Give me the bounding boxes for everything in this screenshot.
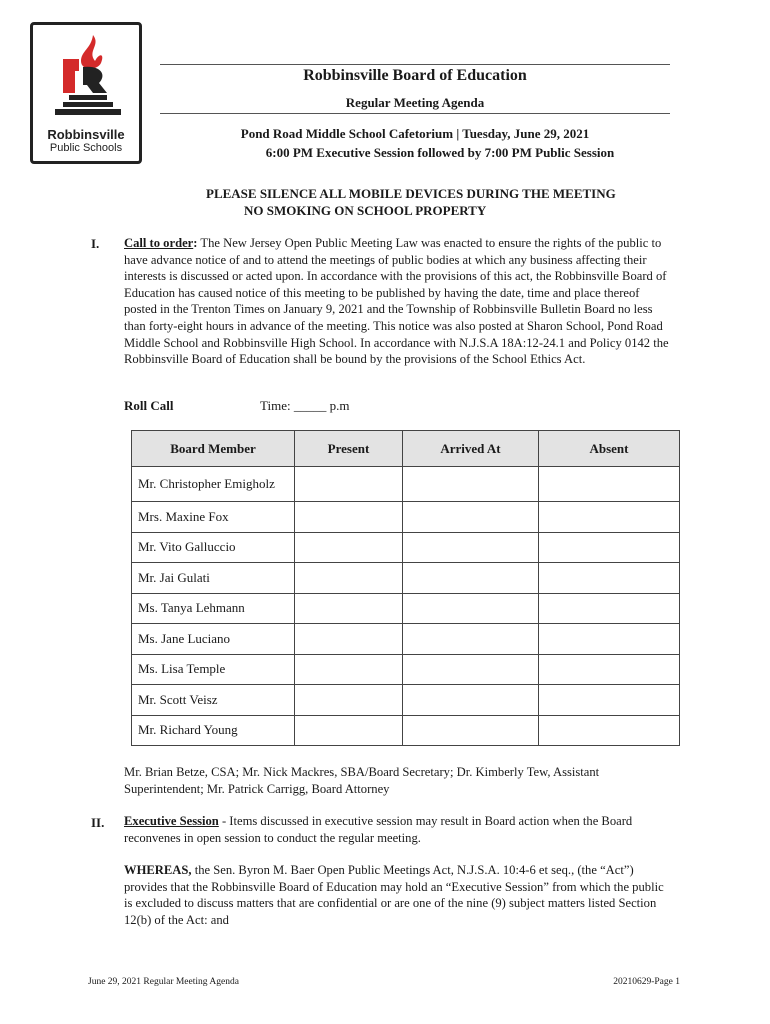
roll-call-time: Time: _____ p.m bbox=[260, 398, 350, 413]
meeting-location: Pond Road Middle School Cafetorium | Tuesday, June 29, 2021 bbox=[240, 126, 590, 141]
table-row bbox=[132, 654, 680, 685]
present-cell bbox=[295, 502, 403, 533]
logo-name: Robbinsville bbox=[47, 127, 125, 142]
table-row bbox=[132, 502, 680, 533]
table-row bbox=[132, 532, 680, 563]
section-1-number: I. bbox=[91, 236, 100, 251]
attendance-table bbox=[131, 430, 680, 746]
table-row bbox=[132, 593, 680, 624]
document-title: Robbinsville Board of Education bbox=[303, 67, 527, 84]
absent-cell bbox=[539, 467, 680, 502]
column-header: Absent bbox=[539, 431, 680, 467]
arrived-cell bbox=[403, 624, 539, 655]
board-member-name: Mrs. Maxine Fox bbox=[132, 502, 295, 533]
logo-subname: Public Schools bbox=[49, 142, 123, 154]
whereas-text: the Sen. Byron M. Baer Open Public Meetings Act, N.J.S.A. 10:4-6 et seq., (the “Act”) provides that the Robbinsville Board of Education may hold an “Executive Session” from which the public is excluded to discuss matters that are confidential or are one of the nine (9) subject matters listed Section 12(b) of the Act: and bbox=[124, 863, 664, 927]
absent-cell bbox=[539, 532, 680, 563]
whereas-paragraph bbox=[124, 862, 669, 928]
table-row bbox=[132, 685, 680, 716]
section-1-heading: Call to order bbox=[124, 236, 194, 250]
present-cell bbox=[295, 563, 403, 594]
roll-call-label: Roll Call bbox=[124, 398, 174, 413]
administrators-present: Mr. Brian Betze, CSA; Mr. Nick Mackres, SBA/Board Secretary; Dr. Kimberly Tew, Assistant Superintendent; Mr. Patrick Carrigg, Board Attorney bbox=[124, 765, 600, 796]
board-member-name: Ms. Tanya Lehmann bbox=[132, 593, 295, 624]
board-member-name: Ms. Lisa Temple bbox=[132, 654, 295, 685]
board-member-name: Ms. Jane Luciano bbox=[132, 624, 295, 655]
present-cell bbox=[295, 685, 403, 716]
table-row bbox=[132, 563, 680, 594]
table-row bbox=[132, 467, 680, 502]
board-member-name: Mr. Christopher Emigholz bbox=[132, 467, 295, 502]
present-cell bbox=[295, 624, 403, 655]
column-header: Board Member bbox=[132, 431, 295, 467]
present-cell bbox=[295, 715, 403, 746]
meeting-time: 6:00 PM Executive Session followed by 7:00 PM Public Session bbox=[265, 145, 615, 160]
board-member-name: Mr. Jai Gulati bbox=[132, 563, 295, 594]
present-cell bbox=[295, 532, 403, 563]
whereas-term: WHEREAS, bbox=[124, 863, 192, 877]
column-header: Arrived At bbox=[403, 431, 539, 467]
table-row bbox=[132, 624, 680, 655]
arrived-cell bbox=[403, 685, 539, 716]
arrived-cell bbox=[403, 563, 539, 594]
section-1-text: The New Jersey Open Public Meeting Law was enacted to ensure the rights of the public to have advance notice of and to attend the meetings of public bodies at which any business affecting their interests is discussed or acted upon. In accordance with the provisions of this act, the Robbinsville Board of Education has caused notice of this meeting to be published by having the date, time and place thereof posted in the Trenton Times on January 9, 2021 and the Township of Robbinsville Bulletin Board no less than forty-eight hours in advance of the meeting. This notice was also posted at Sharon School, Pond Road Middle School and Robbinsville High School. In accordance with N.J.S.A 18A:12-24.1 and Policy 0142 the Robbinsville Board of Education shall be bound by the provisions of the School Ethics Act. bbox=[124, 236, 669, 367]
board-member-name: Mr. Richard Young bbox=[132, 715, 295, 746]
document-subtitle: Regular Meeting Agenda bbox=[345, 95, 485, 110]
arrived-cell bbox=[403, 715, 539, 746]
section-2-paragraph bbox=[124, 813, 669, 846]
board-member-name: Mr. Vito Galluccio bbox=[132, 532, 295, 563]
table-header-row bbox=[132, 431, 680, 467]
absent-cell bbox=[539, 715, 680, 746]
arrived-cell bbox=[403, 467, 539, 502]
present-cell bbox=[295, 593, 403, 624]
notice-mobile-devices: PLEASE SILENCE ALL MOBILE DEVICES DURING THE MEETING bbox=[206, 186, 616, 201]
absent-cell bbox=[539, 593, 680, 624]
arrived-cell bbox=[403, 654, 539, 685]
arrived-cell bbox=[403, 593, 539, 624]
absent-cell bbox=[539, 563, 680, 594]
district-logo bbox=[30, 22, 142, 164]
arrived-cell bbox=[403, 532, 539, 563]
absent-cell bbox=[539, 654, 680, 685]
header-mid-rule bbox=[160, 113, 670, 114]
absent-cell bbox=[539, 502, 680, 533]
footer-page-number: 20210629-Page 1 bbox=[613, 977, 680, 987]
section-2-number: II. bbox=[91, 815, 105, 830]
absent-cell bbox=[539, 624, 680, 655]
present-cell bbox=[295, 654, 403, 685]
section-1-paragraph: Call to order: The New Jersey Open Public Meeting Law was enacted to ensure the rights of the public to have advance notice of and to attend the meetings of public bodies at which any business affecting their interests is discussed or acted upon. In accordance with the provisions of this act, the Robbinsville Board of Education has caused notice of this meeting to be published by having the date, time and place thereof posted in the Trenton Times on January 9, 2021 and the Township of Robbinsville Bulletin Board no less than forty-eight hours in advance of the meeting. This notice was also posted at Sharon School, Pond Road Middle School and Robbinsville High School. In accordance with N.J.S.A 18A:12-24.1 and Policy 0142 the Robbinsville Board of Education shall be bound by the provisions of the School Ethics Act. bbox=[124, 236, 669, 367]
section-2-heading: Executive Session bbox=[124, 814, 219, 828]
section-2-text: - Items discussed in executive session may result in Board action when the Board reconvenes in open session to conduct the regular meeting. bbox=[124, 814, 633, 845]
present-cell bbox=[295, 467, 403, 502]
board-member-name: Mr. Scott Veisz bbox=[132, 685, 295, 716]
absent-cell bbox=[539, 685, 680, 716]
footer-document-name: June 29, 2021 Regular Meeting Agenda bbox=[88, 977, 239, 987]
table-row bbox=[132, 715, 680, 746]
notice-no-smoking: NO SMOKING ON SCHOOL PROPERTY bbox=[244, 203, 487, 218]
column-header: Present bbox=[295, 431, 403, 467]
arrived-cell bbox=[403, 502, 539, 533]
header-top-rule bbox=[160, 64, 670, 65]
torch-emblem-icon bbox=[41, 31, 131, 126]
